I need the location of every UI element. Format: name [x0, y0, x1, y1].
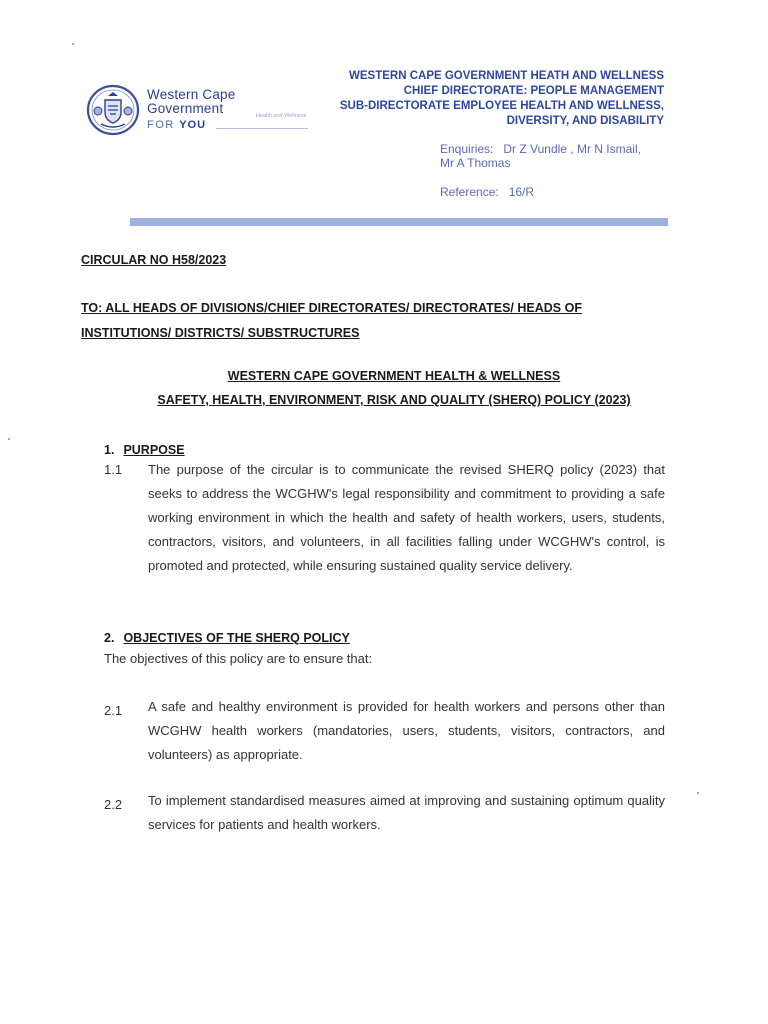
reference-value: 16/R: [508, 185, 535, 199]
enquiries-label: Enquiries:: [440, 142, 494, 156]
section-number: 2.: [104, 631, 115, 645]
section-number: 1.: [104, 443, 115, 457]
item-number: 1.1: [104, 462, 123, 477]
document-title-line2: SAFETY, HEALTH, ENVIRONMENT, RISK AND QUALITY (SHERQ) POLICY (2023): [157, 393, 631, 407]
item-text: The purpose of the circular is to communicate the revised SHERQ policy (2023) that seeks to address the WCGHW's legal responsibility and commitment to providing a safe working environment in which the health and safety of health workers, users, students, contractors, visitors, and volunteers, in all facilities falling under WCGHW's control, is promoted and protected, while ensuring sustained quality service delivery.: [148, 462, 665, 573]
section-heading-objectives: [104, 629, 350, 647]
scan-speck: [72, 43, 74, 45]
logo-tagline-prefix: FOR: [147, 119, 180, 131]
scan-speck: [697, 792, 699, 794]
enquiries: [440, 142, 641, 170]
item-number: 2.2: [104, 797, 123, 812]
enquiries-value-line2: Mr A Thomas: [440, 156, 511, 170]
department-line: WESTERN CAPE GOVERNMENT HEATH AND WELLNESS: [349, 70, 664, 82]
department-block: [284, 69, 664, 129]
logo-tagline-you: YOU: [179, 119, 207, 131]
logo-name-line1: Western Cape: [147, 87, 236, 102]
item-text: A safe and healthy environment is provided for health workers and persons other than WCGHW health workers (mandatories, users, students, visitors, contractors, and volunteers) as appropriate.: [148, 699, 665, 762]
logo-tagline: [147, 119, 206, 131]
logo-subtitle: Health and Wellness: [256, 113, 307, 119]
section-heading-purpose: [104, 441, 185, 459]
department-line: CHIEF DIRECTORATE: PEOPLE MANAGEMENT: [403, 85, 664, 97]
section-title: PURPOSE: [123, 443, 185, 457]
section-title: OBJECTIVES OF THE SHERQ POLICY: [123, 631, 350, 645]
circular-number: CIRCULAR NO H58/2023: [81, 253, 227, 267]
department-line: SUB-DIRECTORATE EMPLOYEE HEALTH AND WELLNESS,: [339, 100, 664, 112]
item-text: To implement standardised measures aimed at improving and sustaining optimum quality services for patients and health workers.: [148, 793, 665, 832]
logo-name-line2: Government: [147, 101, 224, 116]
coat-of-arms-icon: [86, 84, 140, 136]
section-intro: The objectives of this policy are to ensure that:: [104, 651, 373, 666]
reference-label: Reference:: [440, 185, 499, 199]
scan-speck: [8, 438, 10, 440]
department-line: DIVERSITY, AND DISABILITY: [506, 115, 664, 127]
enquiries-value: Dr Z Vundle , Mr N Ismail,: [503, 142, 641, 156]
document-title-line1: WESTERN CAPE GOVERNMENT HEALTH & WELLNESS: [227, 369, 561, 383]
header-band: [130, 218, 668, 226]
addressees: TO: ALL HEADS OF DIVISIONS/CHIEF DIRECTORATES/ DIRECTORATES/ HEADS OF INSTITUTIONS/ DISTRICTS/ SUBSTRUCTURES: [81, 301, 582, 340]
item-number: 2.1: [104, 703, 123, 718]
reference: [440, 185, 534, 199]
